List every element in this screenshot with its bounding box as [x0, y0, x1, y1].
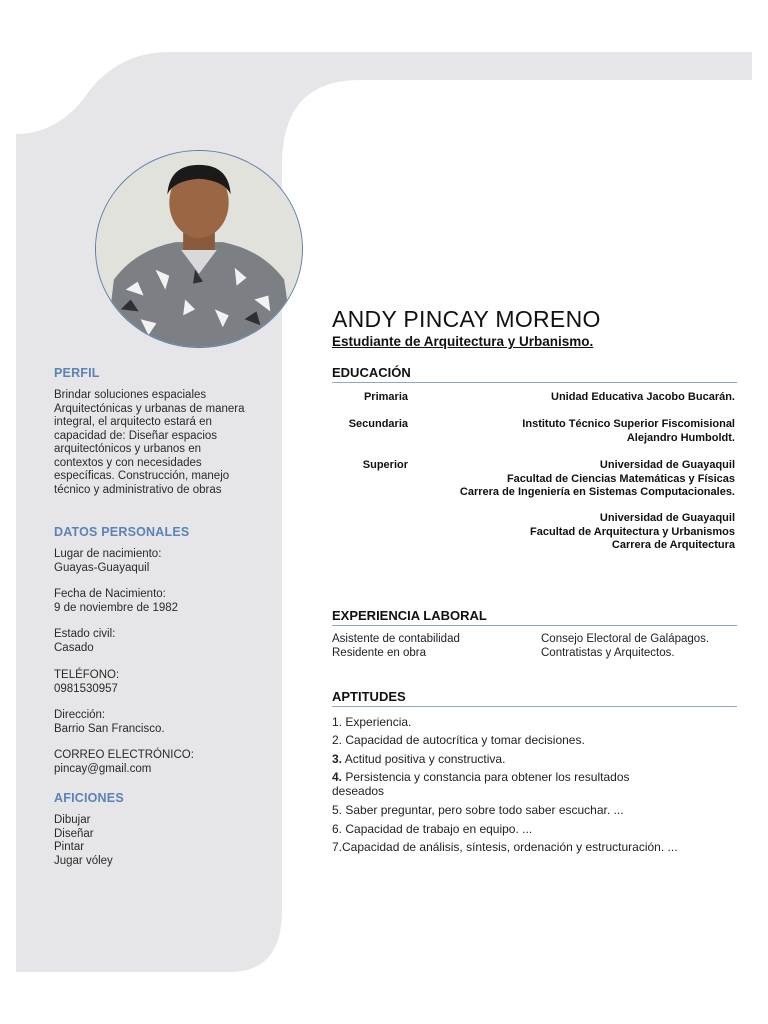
- education-line: Facultad de Ciencias Matemáticas y Físicas: [506, 472, 735, 485]
- perfil-line: específicas. Construcción, manejo: [54, 470, 230, 482]
- aptitude-text: Capacidad de autocrítica y tomar decisiones.: [342, 733, 585, 747]
- aptitude-text: deseados: [332, 784, 385, 798]
- datos-item: [54, 588, 284, 615]
- perfil-heading: PERFIL: [54, 366, 100, 380]
- aptitude-item: [332, 752, 505, 766]
- aptitude-text: Experiencia.: [342, 715, 412, 729]
- education-institution: [460, 459, 735, 500]
- aptitude-text: Saber preguntar, pero sobre todo saber escuchar. ...: [342, 803, 624, 817]
- aptitude-item: [332, 803, 624, 817]
- aficion-item: Pintar: [54, 841, 85, 853]
- education-line: Universidad de Guayaquil: [599, 459, 735, 471]
- education-level: Primaria: [363, 391, 408, 403]
- aptitude-text: Capacidad de trabajo en equipo. ...: [342, 822, 533, 836]
- aptitude-number: 1.: [332, 715, 343, 729]
- perfil-line: Arquitectónicas y urbanas de manera: [54, 402, 245, 415]
- aptitude-number: 7.: [332, 840, 343, 854]
- job-employer: Contratistas y Arquitectos.: [541, 647, 675, 659]
- phone-value: 0981530957: [54, 682, 118, 695]
- education-institution: [522, 418, 735, 445]
- address-value: Barrio San Francisco.: [54, 722, 165, 735]
- job-employer: Consejo Electoral de Galápagos.: [541, 633, 710, 645]
- aptitude-number: 2.: [332, 733, 343, 747]
- aptitudes-heading: APTITUDES: [332, 689, 737, 707]
- datos-item: [54, 709, 284, 736]
- aptitude-number: 6.: [332, 822, 343, 836]
- perfil-line: Brindar soluciones espaciales: [54, 389, 207, 401]
- perfil-line: arquitectónicos y urbanos en: [54, 443, 202, 455]
- aptitude-item: [332, 733, 585, 747]
- perfil-text: [54, 389, 284, 497]
- aptitude-number: 3.: [332, 752, 343, 766]
- job-role: Residente en obra: [332, 647, 426, 659]
- education-line: Carrera de Arquitectura: [611, 539, 735, 551]
- perfil-line: contextos y con necesidades: [54, 456, 202, 469]
- education-line: Carrera de Ingeniería en Sistemas Computacionales.: [459, 486, 735, 498]
- aficion-item: Dibujar: [54, 814, 91, 826]
- datos-personales-heading: DATOS PERSONALES: [54, 525, 190, 539]
- datos-value: Casado: [54, 641, 94, 654]
- aficiones-heading: AFICIONES: [54, 791, 124, 805]
- perfil-line: integral, el arquitecto estará en: [54, 416, 212, 428]
- datos-item: [54, 669, 284, 696]
- education-line: Unidad Educativa Jacobo Bucarán.: [551, 391, 735, 403]
- datos-value: 9 de noviembre de 1982: [54, 601, 179, 614]
- datos-item: [54, 628, 284, 655]
- education-level: Secundaria: [348, 418, 408, 430]
- aficiones-list: [54, 814, 284, 868]
- aptitude-number: 4.: [332, 770, 343, 784]
- job-role: Asistente de contabilidad: [332, 633, 460, 645]
- education-institution: [530, 512, 735, 553]
- aptitude-number: 5.: [332, 803, 343, 817]
- education-line: Universidad de Guayaquil: [599, 512, 735, 524]
- aptitude-text: Persistencia y constancia para obtener los resultados: [342, 770, 630, 784]
- aficion-item: Jugar vóley: [54, 854, 113, 867]
- aptitude-item: [332, 784, 384, 798]
- experience-heading: EXPERIENCIA LABORAL: [332, 608, 737, 626]
- education-line: Alejandro Humboldt.: [626, 431, 735, 444]
- aptitude-item: [332, 822, 532, 836]
- education-institution: [551, 391, 735, 405]
- education-level: Superior: [362, 459, 408, 471]
- datos-value: Guayas-Guayaquil: [54, 561, 150, 574]
- datos-label: TELÉFONO:: [54, 669, 120, 681]
- datos-item: [54, 749, 284, 776]
- aptitude-item: [332, 770, 630, 784]
- datos-label: CORREO ELECTRÓNICO:: [54, 749, 194, 761]
- education-heading: EDUCACIÓN: [332, 365, 737, 383]
- education-line: Instituto Técnico Superior Fiscomisional: [522, 418, 735, 430]
- aptitude-text: Actitud positiva y constructiva.: [342, 752, 506, 766]
- job-title: Estudiante de Arquitectura y Urbanismo.: [332, 334, 594, 349]
- datos-label: Lugar de nacimiento:: [54, 548, 162, 560]
- datos-label: Fecha de Nacimiento:: [54, 588, 166, 600]
- email-value: pincay@gmail.com: [54, 762, 152, 775]
- aficion-item: Diseñar: [54, 827, 94, 840]
- education-line: Facultad de Arquitectura y Urbanismos: [530, 525, 735, 538]
- aptitude-text: Capacidad de análisis, síntesis, ordenación y estructuración. ...: [342, 840, 678, 854]
- aptitude-item: [332, 715, 411, 729]
- aptitude-item: [332, 840, 678, 854]
- profile-photo: [95, 150, 303, 348]
- datos-label: Estado civil:: [54, 628, 116, 640]
- datos-label: Dirección:: [54, 709, 106, 721]
- portrait-image: [96, 151, 302, 347]
- full-name: ANDY PINCAY MORENO: [332, 306, 601, 332]
- perfil-line: técnico y administrativo de obras: [54, 483, 222, 496]
- datos-item: [54, 548, 284, 575]
- perfil-line: capacidad de: Diseñar espacios: [54, 429, 218, 442]
